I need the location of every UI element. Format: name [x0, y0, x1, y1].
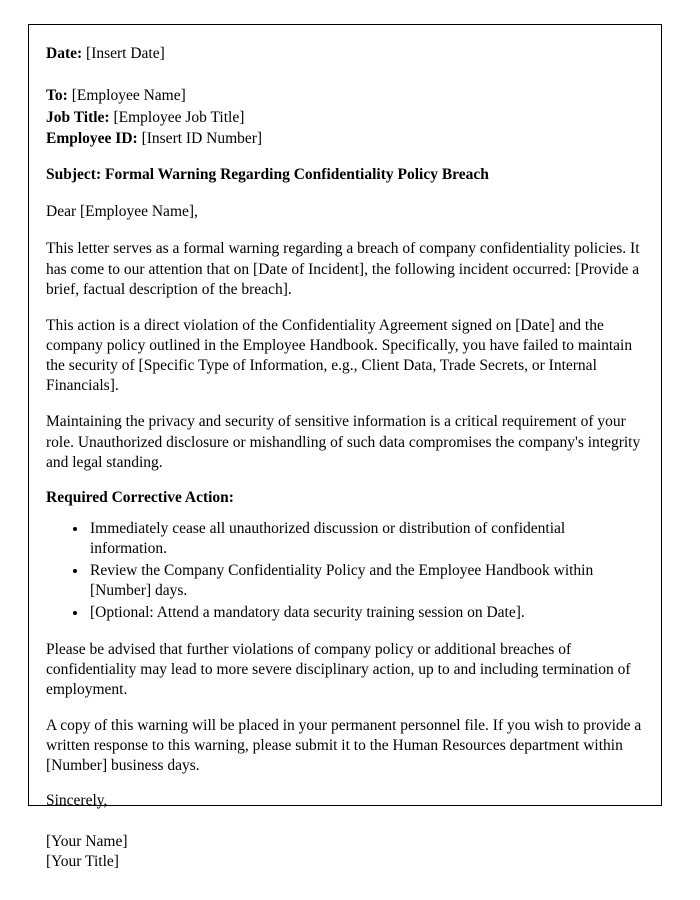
subject-line: Subject: Formal Warning Regarding Confidentiality Policy Breach [46, 166, 489, 184]
list-item: • Review the Company Confidentiality Policy and the Employee Handbook within [Number] days. [88, 561, 646, 601]
spacer [46, 66, 646, 86]
date-label: Date: [46, 45, 83, 62]
sign-off: Sincerely, [46, 792, 108, 810]
to-value: [Employee Name] [71, 86, 186, 104]
paragraph-incident: This letter serves as a formal warning regarding a breach of company confidentiality policies. It has come to our attention that on [Date of Incident], the following incident occurred: [Provide a brief, factual description of the breach]. [46, 240, 640, 298]
job-title-label: Job Title: [46, 108, 110, 126]
to-line [46, 86, 646, 106]
employee-id-line [46, 129, 646, 149]
paragraph-personnel-file: A copy of this warning will be placed in your permanent personnel file. If you wish to provide a written response to this warning, please submit it to the Human Resources department within [Number] business days. [46, 716, 642, 775]
employee-id-value: [Insert ID Number] [141, 130, 263, 148]
letter-body [46, 44, 646, 872]
recipient-block [46, 86, 646, 149]
list-item: • Immediately cease all unauthorized discussion or distribution of confidential information. [88, 519, 646, 559]
corrective-action-heading: Required Corrective Action: [46, 488, 234, 506]
paragraph-consequences: Please be advised that further violations of company policy or additional breaches of confidentiality may lead to more severe disciplinary action, up to and including termination of employment. [46, 640, 631, 698]
employee-id-label: Employee ID: [46, 130, 138, 148]
paragraph-violation: This action is a direct violation of the Confidentiality Agreement signed on [Date] and the company policy outlined in the Employee Handbook. Specifically, you have failed to maintain the security of [Specific Type of Information, e.g., Client Data, Trade Secrets, or Internal Financials]. [46, 316, 633, 395]
spacer [46, 151, 646, 165]
job-title-value: [Employee Job Title] [113, 108, 245, 126]
list-item: • [Optional: Attend a mandatory data security training session on Date]. [88, 603, 646, 623]
to-label: To: [46, 86, 68, 104]
salutation: Dear [Employee Name], [46, 203, 198, 221]
letter-header-block [46, 44, 646, 64]
date-line [46, 44, 646, 64]
corrective-action-list [46, 519, 646, 624]
signature-name: [Your Name] [46, 833, 128, 851]
date-value: [Insert Date] [86, 45, 165, 62]
signature-title: [Your Title] [46, 853, 119, 871]
paragraph-privacy: Maintaining the privacy and security of sensitive information is a critical requirement of your role. Unauthorized disclosure or mishandling of such data compromises the company's integrity and legal standing. [46, 413, 641, 471]
job-title-line [46, 108, 646, 128]
